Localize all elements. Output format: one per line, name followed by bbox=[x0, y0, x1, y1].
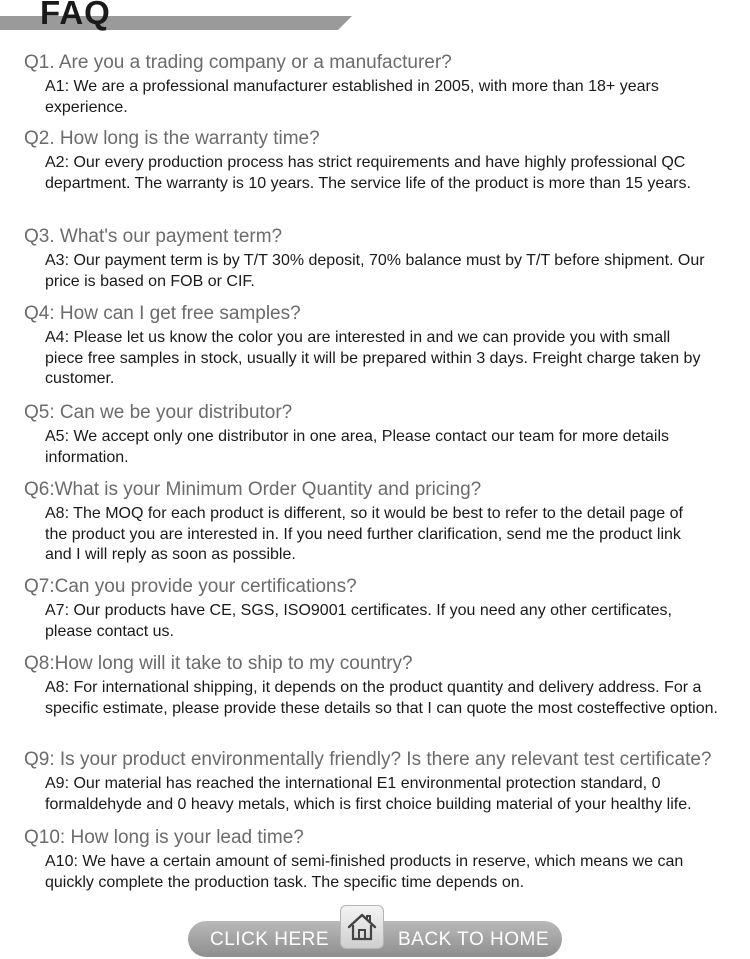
faq-question: Q8:How long will it take to ship to my country? bbox=[24, 653, 413, 674]
faq-question: Q6:What is your Minimum Order Quantity and pricing? bbox=[24, 479, 482, 500]
faq-question: Q4: How can I get free samples? bbox=[24, 303, 301, 324]
home-icon bbox=[346, 911, 378, 943]
faq-question: Q10: How long is your lead time? bbox=[24, 827, 304, 848]
faq-answer: A4: Please let us know the color you are interested in and we can provide you with small piece free samples in stock, usually it will be prepared within 3 days. Freight charge taken by customer. bbox=[45, 329, 701, 387]
faq-question: Q7:Can you provide your certifications? bbox=[24, 576, 357, 597]
faq-answer: A10: We have a certain amount of semi-finished products in reserve, which means we can quickly complete the production task. The specific time depends on. bbox=[45, 853, 684, 891]
faq-answer: A2: Our every production process has strict requirements and have highly professional QC department. The warranty is 10 years. The service life of the product is more than 15 years. bbox=[45, 154, 691, 192]
faq-question: Q9: Is your product environmentally friendly? Is there any relevant test certificate? bbox=[24, 749, 712, 770]
faq-answer: A5: We accept only one distributor in one area, Please contact our team for more details information. bbox=[45, 428, 670, 466]
faq-answer: A3: Our payment term is by T/T 30% deposit, 70% balance must by T/T before shipment. Our price is based on FOB or CIF. bbox=[45, 252, 705, 290]
click-here-label: CLICK HERE bbox=[210, 929, 330, 950]
faq-question: Q2. How long is the warranty time? bbox=[24, 128, 320, 149]
faq-question: Q1. Are you a trading company or a manufacturer? bbox=[24, 52, 452, 73]
faq-question: Q5: Can we be your distributor? bbox=[24, 402, 293, 423]
faq-header-banner bbox=[0, 0, 352, 30]
faq-answer: A8: The MOQ for each product is different, so it would be best to refer to the detail page of the product you are interested in. If you need further clarification, send me the product link and I will reply as soon as possible. bbox=[45, 505, 683, 563]
faq-answer: A7: Our products have CE, SGS, ISO9001 certificates. If you need any other certificates, please contact us. bbox=[45, 602, 672, 640]
faq-question: Q3. What's our payment term? bbox=[24, 226, 283, 247]
back-to-home-label: BACK TO HOME bbox=[398, 929, 549, 950]
faq-answer: A8: For international shipping, it depends on the product quantity and delivery address. For a specific estimate, please provide these details so that I can quote the most costeffective option. bbox=[45, 679, 718, 717]
faq-answer: A1: We are a professional manufacturer established in 2005, with more than 18+ years experience. bbox=[45, 78, 659, 116]
home-button[interactable] bbox=[340, 905, 384, 949]
faq-answer: A9: Our material has reached the international E1 environmental protection standard, 0 formaldehyde and 0 heavy metals, which is first choice building material of your healthy life. bbox=[45, 775, 692, 813]
page-title: FAQ bbox=[40, 0, 111, 31]
